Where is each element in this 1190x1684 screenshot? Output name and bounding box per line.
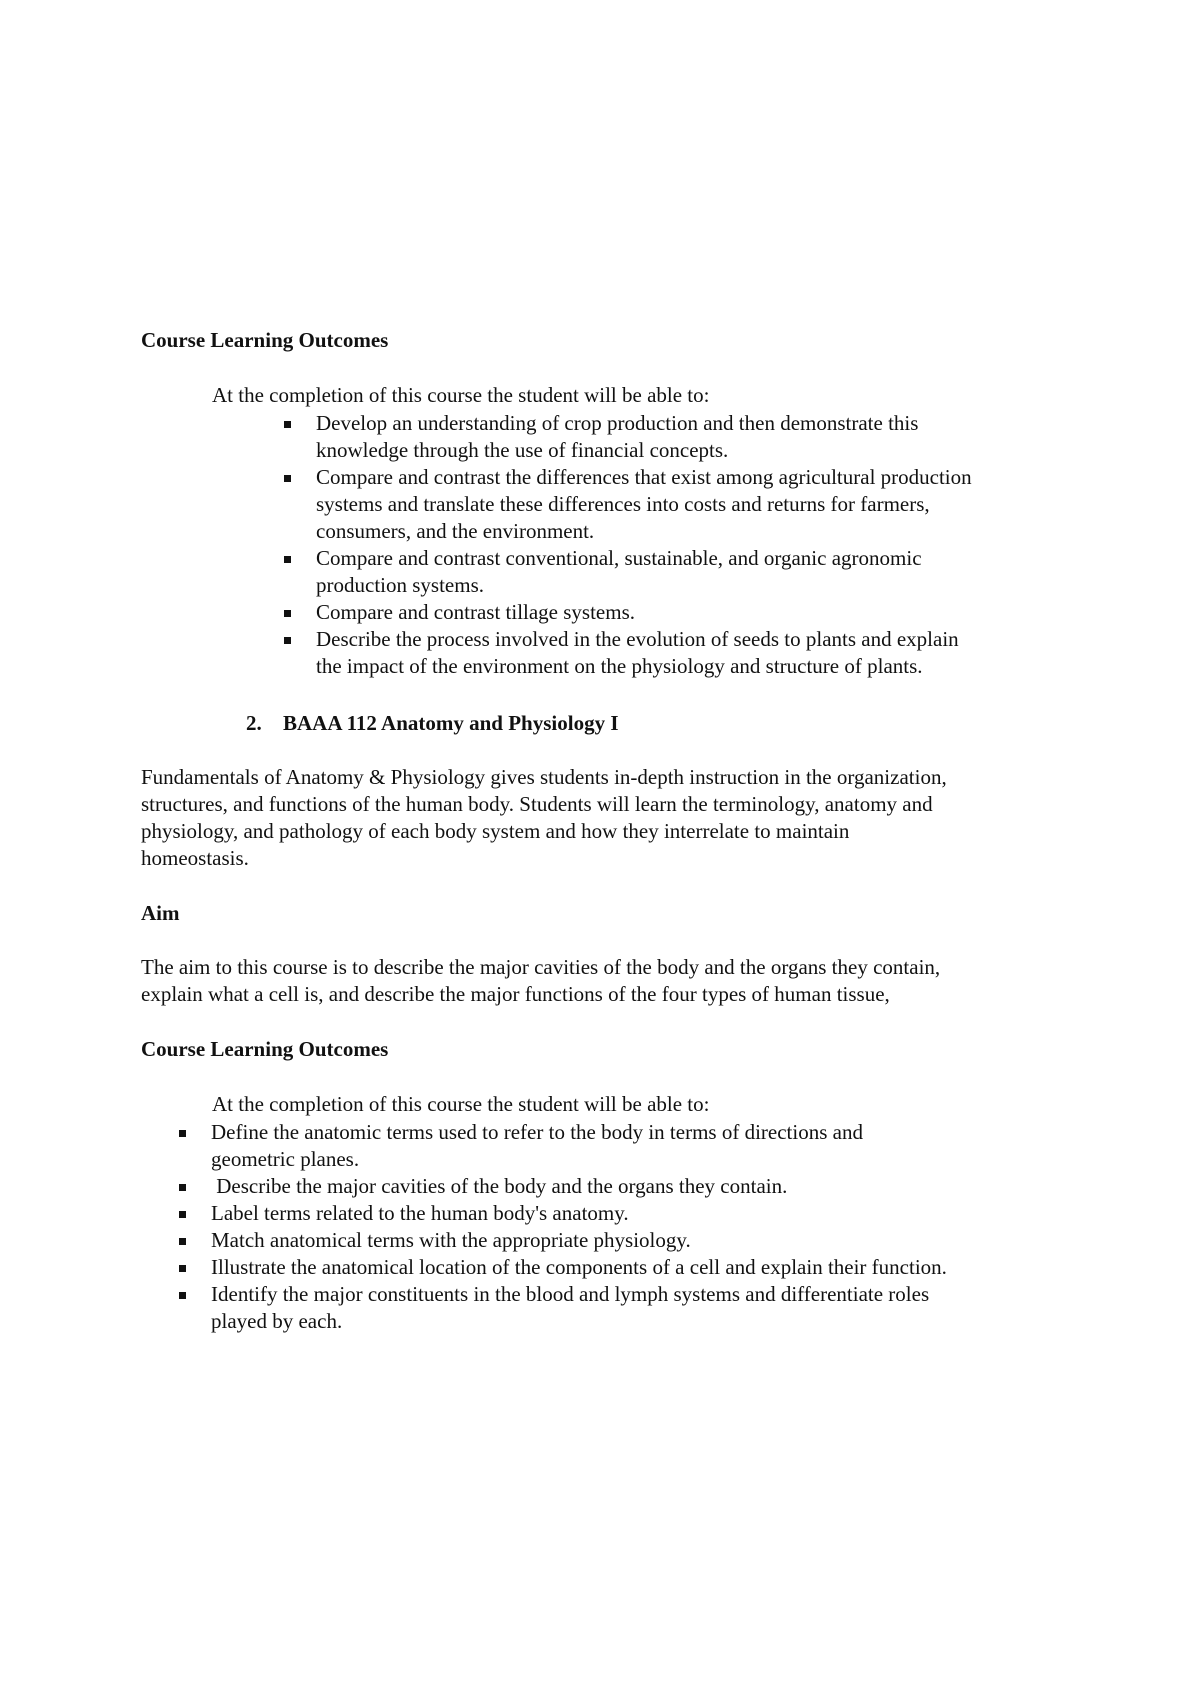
bullet-icon <box>179 1130 186 1137</box>
list-item-line: Compare and contrast conventional, sustainable, and organic agronomic <box>316 546 922 570</box>
section-heading: Course Learning Outcomes <box>141 1037 389 1061</box>
bullet-icon <box>179 1238 186 1245</box>
section-heading: Course Learning Outcomes <box>141 328 389 352</box>
list-item-line: production systems. <box>316 573 484 597</box>
bullet-icon <box>179 1265 186 1272</box>
list-item-line: consumers, and the environment. <box>316 519 595 543</box>
section-intro: At the completion of this course the student will be able to: <box>212 383 710 407</box>
bullet-icon <box>284 556 291 563</box>
bullet-icon <box>284 637 291 644</box>
list-item-line: Develop an understanding of crop production and then demonstrate this <box>316 411 919 435</box>
list-item-line: Compare and contrast tillage systems. <box>316 600 636 624</box>
description-line: structures, and functions of the human body. Students will learn the terminology, anatomy and <box>141 792 933 816</box>
course-title: BAAA 112 Anatomy and Physiology I <box>283 711 619 735</box>
list-item-line: Describe the major cavities of the body and the organs they contain. <box>211 1174 788 1198</box>
list-item-line: Label terms related to the human body's anatomy. <box>211 1201 629 1225</box>
bullet-icon <box>284 421 291 428</box>
list-item-line: Identify the major constituents in the blood and lymph systems and differentiate roles <box>211 1282 930 1306</box>
description-line: physiology, and pathology of each body system and how they interrelate to maintain <box>141 819 850 843</box>
list-item-line: Match anatomical terms with the appropriate physiology. <box>211 1228 691 1252</box>
description-line: Fundamentals of Anatomy & Physiology gives students in-depth instruction in the organization, <box>141 765 947 789</box>
bullet-icon <box>179 1211 186 1218</box>
list-item-line: played by each. <box>211 1309 343 1333</box>
list-item-line: knowledge through the use of financial concepts. <box>316 438 729 462</box>
course-number: 2. <box>246 711 262 735</box>
section-intro: At the completion of this course the student will be able to: <box>212 1092 710 1116</box>
aim-text-line: explain what a cell is, and describe the major functions of the four types of human tissue, <box>141 982 890 1006</box>
list-item-line: Define the anatomic terms used to refer to the body in terms of directions and <box>211 1120 863 1144</box>
list-item-line: Compare and contrast the differences that exist among agricultural production <box>316 465 972 489</box>
list-item-line: the impact of the environment on the physiology and structure of plants. <box>316 654 923 678</box>
description-line: homeostasis. <box>141 846 249 870</box>
bullet-icon <box>179 1292 186 1299</box>
list-item-line: systems and translate these differences into costs and returns for farmers, <box>316 492 930 516</box>
list-item-line: Illustrate the anatomical location of the components of a cell and explain their function. <box>211 1255 947 1279</box>
bullet-icon <box>284 610 291 617</box>
list-item-line: geometric planes. <box>211 1147 360 1171</box>
bullet-icon <box>179 1184 186 1191</box>
aim-heading: Aim <box>141 901 180 925</box>
list-item-line: Describe the process involved in the evolution of seeds to plants and explain <box>316 627 959 651</box>
bullet-icon <box>284 475 291 482</box>
aim-text-line: The aim to this course is to describe the major cavities of the body and the organs they contain, <box>141 955 941 979</box>
